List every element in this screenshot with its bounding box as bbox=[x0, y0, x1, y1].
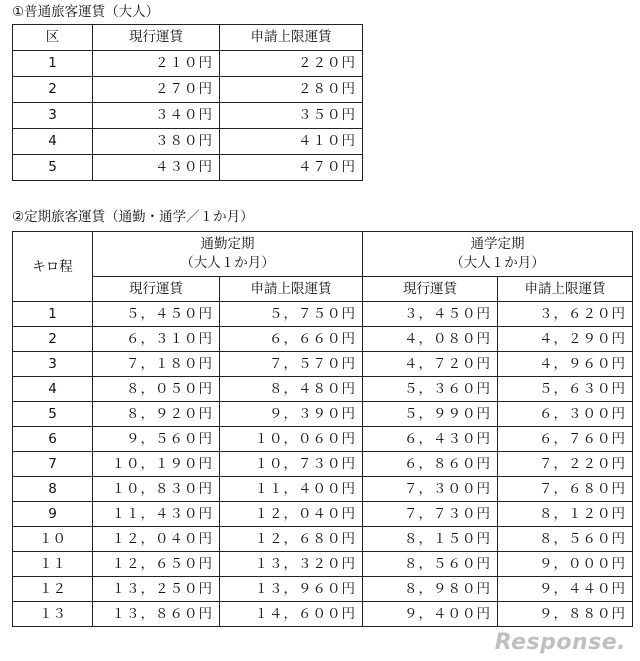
student-current-cell: ４，０８０円 bbox=[363, 327, 498, 352]
watermark-logo: Response. bbox=[494, 630, 626, 655]
requested-fare-cell: ４７０円 bbox=[220, 155, 363, 181]
zone-cell: 3 bbox=[13, 103, 93, 129]
zone-header: 区 bbox=[13, 25, 93, 51]
student-requested-header: 申請上限運賃 bbox=[498, 277, 633, 302]
table-row bbox=[13, 577, 633, 602]
commuter-current-header: 現行運賃 bbox=[93, 277, 220, 302]
commuter-requested-cell: ７，５７０円 bbox=[220, 352, 363, 377]
commuter-current-cell: １０，１９０円 bbox=[93, 452, 220, 477]
student-requested-cell: ９，８８０円 bbox=[498, 602, 633, 627]
table-row bbox=[13, 452, 633, 477]
section2-title: ②定期旅客運賃（通勤・通学／１か月） bbox=[12, 209, 254, 225]
student-current-cell: ７，３００円 bbox=[363, 477, 498, 502]
commuter-current-cell: ８，９２０円 bbox=[93, 402, 220, 427]
student-current-cell: ３，４５０円 bbox=[363, 302, 498, 327]
student-requested-cell: ４，２９０円 bbox=[498, 327, 633, 352]
km-cell: 5 bbox=[13, 402, 93, 427]
commuter-requested-cell: １０，７３０円 bbox=[220, 452, 363, 477]
commuter-pass-title: 通勤定期 bbox=[200, 236, 255, 252]
requested-fare-cell: ４１０円 bbox=[220, 129, 363, 155]
student-requested-cell: ６，７６０円 bbox=[498, 427, 633, 452]
student-requested-cell: ７，６８０円 bbox=[498, 477, 633, 502]
current-fare-cell: ３８０円 bbox=[93, 129, 220, 155]
table-row bbox=[13, 302, 633, 327]
commuter-requested-cell: １３，９６０円 bbox=[220, 577, 363, 602]
requested-fare-cell: ２２０円 bbox=[220, 51, 363, 77]
commuter-requested-cell: １２，６８０円 bbox=[220, 527, 363, 552]
km-cell: １１ bbox=[13, 552, 93, 577]
student-requested-cell: ６，３００円 bbox=[498, 402, 633, 427]
commuter-requested-cell: １３，３２０円 bbox=[220, 552, 363, 577]
commuter-requested-cell: ６，６６０円 bbox=[220, 327, 363, 352]
student-current-header: 現行運賃 bbox=[363, 277, 498, 302]
requested-fare-cell: ２８０円 bbox=[220, 77, 363, 103]
sub-header-row bbox=[13, 277, 633, 302]
zone-cell: 1 bbox=[13, 51, 93, 77]
requested-fare-header: 申請上限運賃 bbox=[220, 25, 363, 51]
km-cell: 9 bbox=[13, 502, 93, 527]
student-current-cell: ７，７３０円 bbox=[363, 502, 498, 527]
student-pass-title: 通学定期 bbox=[470, 236, 525, 252]
table-row bbox=[13, 477, 633, 502]
table-row bbox=[13, 377, 633, 402]
table-row bbox=[13, 155, 363, 181]
commuter-current-cell: １１，４３０円 bbox=[93, 502, 220, 527]
student-current-cell: ５，３６０円 bbox=[363, 377, 498, 402]
zone-cell: 5 bbox=[13, 155, 93, 181]
student-requested-cell: ３，６２０円 bbox=[498, 302, 633, 327]
student-current-cell: ８，５６０円 bbox=[363, 552, 498, 577]
current-fare-cell: ３４０円 bbox=[93, 103, 220, 129]
commuter-pass-group-header bbox=[93, 232, 363, 277]
student-requested-cell: ８，１２０円 bbox=[498, 502, 633, 527]
table-row bbox=[13, 129, 363, 155]
commuter-current-cell: １３，８６０円 bbox=[93, 602, 220, 627]
commuter-requested-cell: ５，７５０円 bbox=[220, 302, 363, 327]
current-fare-cell: ２７０円 bbox=[93, 77, 220, 103]
table-row bbox=[13, 527, 633, 552]
table-row bbox=[13, 77, 363, 103]
commuter-pass-fare-table bbox=[12, 231, 633, 627]
commuter-current-cell: １０，８３０円 bbox=[93, 477, 220, 502]
zone-cell: 2 bbox=[13, 77, 93, 103]
table-row bbox=[13, 602, 633, 627]
commuter-current-cell: １２，０４０円 bbox=[93, 527, 220, 552]
commuter-current-cell: ７，１８０円 bbox=[93, 352, 220, 377]
student-pass-group-header bbox=[363, 232, 633, 277]
table-row bbox=[13, 103, 363, 129]
commuter-requested-cell: ８，４８０円 bbox=[220, 377, 363, 402]
table-row bbox=[13, 327, 633, 352]
student-requested-cell: ４，９６０円 bbox=[498, 352, 633, 377]
table-row bbox=[13, 427, 633, 452]
table-row bbox=[13, 51, 363, 77]
student-requested-cell: ９，４４０円 bbox=[498, 577, 633, 602]
current-fare-cell: ２１０円 bbox=[93, 51, 220, 77]
km-cell: 6 bbox=[13, 427, 93, 452]
requested-fare-cell: ３５０円 bbox=[220, 103, 363, 129]
commuter-pass-subtitle: （大人１か月） bbox=[180, 255, 275, 271]
student-requested-cell: ９，０００円 bbox=[498, 552, 633, 577]
commuter-current-cell: １２，６５０円 bbox=[93, 552, 220, 577]
table-row bbox=[13, 502, 633, 527]
km-cell: 7 bbox=[13, 452, 93, 477]
commuter-requested-cell: １０，０６０円 bbox=[220, 427, 363, 452]
zone-cell: 4 bbox=[13, 129, 93, 155]
commuter-requested-cell: ９，３９０円 bbox=[220, 402, 363, 427]
km-cell: 8 bbox=[13, 477, 93, 502]
student-current-cell: ４，７２０円 bbox=[363, 352, 498, 377]
commuter-current-cell: ８，０５０円 bbox=[93, 377, 220, 402]
commuter-requested-cell: １４，６００円 bbox=[220, 602, 363, 627]
student-pass-subtitle: （大人１か月） bbox=[450, 255, 545, 271]
table-row bbox=[13, 552, 633, 577]
km-cell: 1 bbox=[13, 302, 93, 327]
table-row bbox=[13, 402, 633, 427]
km-cell: １０ bbox=[13, 527, 93, 552]
table-row bbox=[13, 352, 633, 377]
student-requested-cell: ７，２２０円 bbox=[498, 452, 633, 477]
student-requested-cell: ５，６３０円 bbox=[498, 377, 633, 402]
current-fare-header: 現行運賃 bbox=[93, 25, 220, 51]
group-header-row bbox=[13, 232, 633, 277]
km-header: キロ程 bbox=[13, 232, 93, 302]
section1-title: ①普通旅客運賃（大人） bbox=[12, 4, 160, 20]
km-cell: 2 bbox=[13, 327, 93, 352]
km-cell: 3 bbox=[13, 352, 93, 377]
commuter-current-cell: ９，５６０円 bbox=[93, 427, 220, 452]
commuter-requested-header: 申請上限運賃 bbox=[220, 277, 363, 302]
ordinary-fare-table bbox=[12, 24, 363, 181]
student-current-cell: ５，９９０円 bbox=[363, 402, 498, 427]
commuter-requested-cell: １１，４００円 bbox=[220, 477, 363, 502]
km-cell: 4 bbox=[13, 377, 93, 402]
student-current-cell: ９，４００円 bbox=[363, 602, 498, 627]
commuter-current-cell: ５，４５０円 bbox=[93, 302, 220, 327]
commuter-current-cell: ６，３１０円 bbox=[93, 327, 220, 352]
student-current-cell: ６，４３０円 bbox=[363, 427, 498, 452]
commuter-current-cell: １３，２５０円 bbox=[93, 577, 220, 602]
student-current-cell: ８，１５０円 bbox=[363, 527, 498, 552]
current-fare-cell: ４３０円 bbox=[93, 155, 220, 181]
student-current-cell: ６，８６０円 bbox=[363, 452, 498, 477]
commuter-requested-cell: １２，０４０円 bbox=[220, 502, 363, 527]
km-cell: １２ bbox=[13, 577, 93, 602]
student-requested-cell: ８，５６０円 bbox=[498, 527, 633, 552]
student-current-cell: ８，９８０円 bbox=[363, 577, 498, 602]
km-cell: １３ bbox=[13, 602, 93, 627]
table-header-row bbox=[13, 25, 363, 51]
